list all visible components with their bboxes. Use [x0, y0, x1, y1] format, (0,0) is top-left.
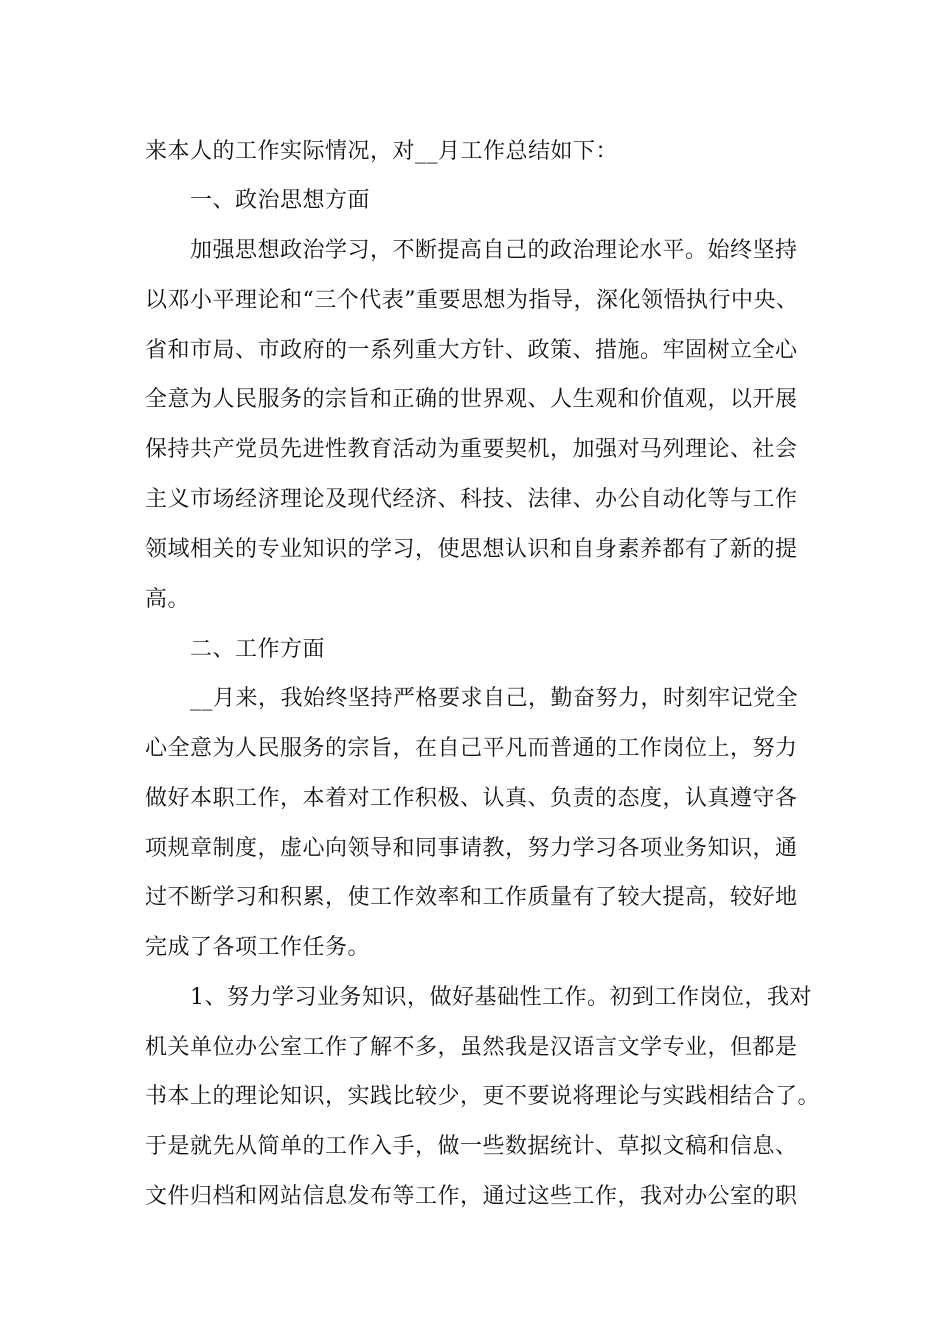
paragraph-line: 保持共产党员先进性教育活动为重要契机，加强对马列理论、社会 — [145, 437, 798, 462]
paragraph-line: 1、努力学习业务知识，做好基础性工作。初到工作岗位，我对 — [190, 985, 812, 1010]
paragraph-line: 以邓小平理论和“三个代表”重要思想为指导，深化领悟执行中央、 — [145, 288, 799, 313]
paragraph-line: 文件归档和网站信息发布等工作，通过这些工作，我对办公室的职 — [145, 1184, 798, 1209]
paragraph-line: 全意为人民服务的宗旨和正确的世界观、人生观和价值观，以开展 — [145, 387, 798, 412]
paragraph-line: 主义市场经济理论及现代经济、科技、法律、办公自动化等与工作 — [145, 487, 798, 512]
paragraph-line: 领域相关的专业知识的学习，使思想认识和自身素养都有了新的提 — [145, 537, 798, 562]
paragraph-line: 省和市局、市政府的一系列重大方针、政策、措施。牢固树立全心 — [145, 338, 798, 363]
section-heading: 一、政治思想方面 — [190, 188, 371, 213]
paragraph-line: 做好本职工作，本着对工作积极、认真、负责的态度，认真遵守各 — [145, 786, 798, 811]
section-heading: 二、工作方面 — [190, 637, 326, 662]
paragraph-line: 加强思想政治学习，不断提高自己的政治理论水平。始终坚持 — [190, 238, 798, 263]
paragraph-line: 过不断学习和积累，使工作效率和工作质量有了较大提高，较好地 — [145, 885, 798, 910]
paragraph-line: 高。 — [145, 587, 191, 612]
paragraph-line: 完成了各项工作任务。 — [145, 935, 371, 960]
paragraph-line: 机关单位办公室工作了解不多，虽然我是汉语言文学专业，但都是 — [145, 1035, 798, 1060]
paragraph-line: 于是就先从简单的工作入手，做一些数据统计、草拟文稿和信息、 — [145, 1134, 798, 1159]
paragraph-line: __月来，我始终坚持严格要求自己，勤奋努力，时刻牢记党全 — [190, 686, 799, 711]
paragraph-line: 心全意为人民服务的宗旨，在自己平凡而普通的工作岗位上，努力 — [145, 736, 798, 761]
paragraph-line: 项规章制度，虚心向领导和同事请教，努力学习各项业务知识，通 — [145, 836, 798, 861]
paragraph-line: 来本人的工作实际情况，对__月工作总结如下： — [145, 139, 619, 164]
paragraph-line: 书本上的理论知识，实践比较少，更不要说将理论与实践相结合了。 — [145, 1084, 821, 1109]
